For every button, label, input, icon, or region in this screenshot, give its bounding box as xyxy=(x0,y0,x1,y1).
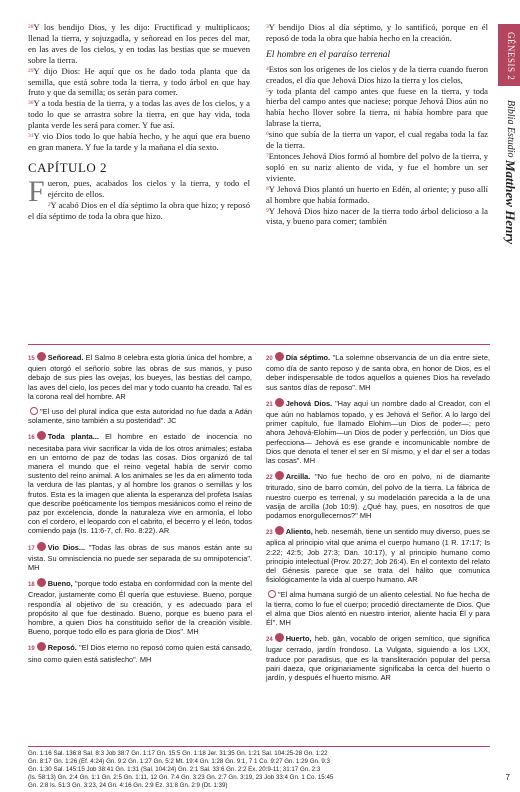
verse-2-5: $^5$y toda planta del campo antes que fuese en la tierra, y toda hierba del campo antes que naciese; porque Jehová Dios aún no había hecho llover sobre la tierra, ni había hombre para que labrase la tierra, xyxy=(266,85,488,129)
cross-references xyxy=(28,746,490,790)
note: 20 Día séptimo. "La solemne observancia de un día entre siete, como día de santo reposo y de santa obra, en honor de Dios, es el deber indispensable de todos aquellos a quienes Dios ha revelado sus santos días de reposo". MH xyxy=(266,353,490,392)
commentary-divider xyxy=(28,344,490,345)
ref-line: (Is. 58:13) Gn. 2:4 Gn. 1:1 Gn. 2:5 Gn. 1:11, 12 Gn. 7:4 Gn. 3:23 Gn. 2:7 Gn. 3:19, 23 Job 33:4 Gn. 1 Co. 15:45 xyxy=(28,774,334,781)
verse-2-2: $^2$Y acabó Dios en el día séptimo la obra que hizo; y reposó el día séptimo de toda la obra que hizo. xyxy=(28,199,250,221)
ref-line: Gn. 8:17 Gn. 1:26 (Ef. 4:24) Gn. 9:2 Gn. 1:27 Gn. 5:2 Mt. 19:4 Gn. 1:28 Gn. 9:1, 7 1 Co. 9:27 Gn. 1:29 Gn. 9:3 xyxy=(28,758,330,765)
commentary-right-column xyxy=(266,352,490,688)
note: 24 Huerto, heb. gān, vocablo de origen semítico, que significa lugar cerrado, jardín frondoso. La Vulgata, siguiendo a los LXX, traduce por paradisus, que es la transliteración popular del persa pairi daeza, que originariamente significaba la cerca del huerto o jardín, y después el huerto mismo. AR xyxy=(266,634,490,683)
verse-2-6: $^6$sino que subía de la tierra un vapor, el cual regaba toda la faz de la tierra. xyxy=(266,129,488,151)
quote-icon xyxy=(268,590,276,598)
note-icon xyxy=(37,542,46,551)
drop-cap: F xyxy=(28,174,45,208)
book-tab-label: GÉNESIS 2 xyxy=(506,32,516,81)
verse-1-31: $^{31}$Y vio Dios todo lo que había hecho, y he aquí que era bueno en gran manera. Y fue la tarde y la mañana el día sexto. xyxy=(28,131,250,152)
note-icon xyxy=(275,526,284,535)
brand-prefix: Biblia Estudio xyxy=(505,100,516,158)
note: "El alma humana surgió de un aliento celestial. No fue hecha de la tierra, como lo fue el cuerpo; procedió directamente de Dios. Que el alma que Dios alentó en nuestro interior, aliente hacia Él y para Él". MH xyxy=(266,590,490,628)
verse-1-29: $^{29}$Y dijo Dios: He aquí que os he dado toda planta que da semilla, que está sobre toda la tierra, y todo árbol en que hay fruto y que da semilla; os serán para comer. xyxy=(28,65,250,98)
note-icon xyxy=(275,352,284,361)
verse-1-30: $^{30}$Y a toda bestia de la tierra, y a todas las aves de los cielos, y a todo lo que se arrastra sobre la tierra, en que hay vida, toda planta verde les será para comer. Y fue así. xyxy=(28,98,250,131)
brand-name: Matthew Henry xyxy=(503,160,518,245)
section-heading: El hombre en el paraíso terrenal xyxy=(266,49,391,60)
page-number: 7 xyxy=(505,773,510,782)
note-icon xyxy=(37,642,46,651)
scripture-left-column xyxy=(28,22,250,221)
commentary xyxy=(28,352,490,742)
quote-icon xyxy=(30,407,38,415)
verse-2-7: $^7$Entonces Jehová Dios formó al hombre del polvo de la tierra, y sopló en su nariz aliento de vida, y fue el hombre un ser viviente. xyxy=(266,150,488,183)
verse-2-3: $^3$Y bendijo Dios al día séptimo, y lo santificó, porque en él reposó de toda la obra que había hecho en la creación. xyxy=(266,22,488,43)
scripture-right-column xyxy=(266,22,488,227)
scripture-text xyxy=(28,22,490,340)
note-icon xyxy=(37,431,46,440)
note-icon xyxy=(275,398,284,407)
note: 16 Toda planta... El hombre en estado de inocencia no necesitaba para vivir sacrificar la vida de los otros animales; estaba en un entorno de paz de todas las cosas. Dios organizó de tal manera el mundo que el reino vegetal había de servir como sustento del reino animal. A los animales se les da en alimento toda la verdura de las plantas, y al hombre los granos o semillas y los frutos. Esta es la imagen que alienta la esperanza del profeta Isaías que describe poéticamente los tiempos mesiánicos como el reino de paz por excelencia, donde la naturaleza vive en armonía, el lobo con el cordero, el leopardo con el cabrito, el becerro y el león, todos comiendo paja (Is. 11:6-7, cf. Ro. 8:22). AR xyxy=(28,432,252,536)
note: 22 Arcilla. "No fue hecho de oro en polvo, ni de diamante triturado, sino de barro común, del polvo de la tierra. La fábrica de nuestro cuerpo es terrenal, y su modelación parecida a la de una vasija de arcilla (Job 10:9). ¿Qué hay, pues, en nosotros de que podamos enorgullecernos?" MH xyxy=(266,472,491,521)
verse-2-8: $^8$Y Jehová Dios plantó un huerto en Edén, al oriente; y puso allí al hombre que había formado. xyxy=(266,183,488,205)
note: 21 Jehová Dios. "Hay aquí un nombre dado al Creador, con el que aún no hablamos topado, y es Jehová el Señor. A lo largo del primer capítulo, fue llamado Elohim—un Dios de poder—; pero ahora Jehová-Elohim—un Dios de poder y perfección, un Dios que perfecciona— Jehová es ese grande e incomunicable nombre de Dios que denota el tener el ser en Sí mismo, y el dar el ser a todas las cosas". MH xyxy=(266,398,490,466)
note-icon xyxy=(37,578,46,587)
verse-1-28: $^{28}$Y los bendijo Dios, y les dijo: Fructificad y multiplicaos; llenad la tierra, y sojuzgadla, y señoread en los peces del mar, en las aves de los cielos, y en todas las bestias que se mueven sobre la tierra. xyxy=(28,22,250,65)
note: 23 Aliento, heb. nesemáh, tiene un sentido muy diverso, pues se aplica al principio vital que anima el cuerpo humano (1 R. 17:17; Is 2:22; 42:5; Job 27:3; Dan. 10:17), y al principio humano como principio intelectual (Prov. 20:27; Job 26:4). En el contexto del relato del Génesis parece que se trata del hálito que comunica fisiológicamente la vida al cuerpo humano. AR xyxy=(266,527,490,585)
note: "El uso del plural indica que esta autoridad no fue dada a Adán solamente, sino también a su posteridad". JC xyxy=(28,407,252,426)
note-icon xyxy=(37,352,46,361)
verse-2-1: Fueron, pues, acabados los cielos y la tierra, y todo el ejército de ellos. xyxy=(28,174,250,208)
ref-line: Gn. 1:16 Sal. 136:8 Sal. 8:3 Job 38:7 Gn. 1:17 Gn. 15:5 Gn. 1:18 Jer. 31:35 Gn. 1:21 Sal. 104:25-28 Gn. 1:22 xyxy=(28,750,328,757)
note: 17 Vio Dios... "Todas las obras de sus manos están ante su vista. Su omnisciencia no puede ser separada de su omnipotencia". MH xyxy=(28,542,252,573)
note-icon xyxy=(275,633,284,642)
chapter-title: CAPÍTULO 2 xyxy=(28,159,108,175)
verse-2-4: $^4$Estos son los orígenes de los cielos y de la tierra cuando fueron creados, el día que Jehová Dios hizo la tierra y los cielos, xyxy=(266,63,488,85)
side-brand xyxy=(502,100,518,244)
note: 15 Señoread. El Salmo 8 celebra esta gloria única del hombre, a quien otorgó el señorío sobre las obras de sus manos, y puso debajo de sus pies las ovejas, los bueyes, las bestias del campo, las aves del cielo, los peces del mar y todo cuanto ha creado. Tal es la corona real del hombre. AR xyxy=(28,353,252,401)
note-icon xyxy=(275,471,284,480)
verse-2-9: $^9$Y Jehová Dios hizo nacer de la tierra todo árbol delicioso a la vista, y bueno para comer; también xyxy=(266,205,488,227)
ref-line: Gn. 1:30 Sal. 145:15 Job 38:41 Gn. 1:31 (Sal. 104:24) Gn. 2:1 Sal. 33:6 Gn. 2:2 Ex. 20:9-11; 31:17 Gn. 2:3 xyxy=(28,766,321,773)
commentary-left-column xyxy=(28,352,252,670)
ref-line: Gn. 2:8 Is. 51:3 Gn. 3:23, 24 Gn. 4:16 Gn. 2:9 Ez. 31:8 Gn. 2:9 (Dt. 1:39) xyxy=(28,782,228,789)
note: 18 Bueno, "porque todo estaba en conformidad con la mente del Creador, justamente como Él quería que estuviese. Bueno, porque respondía al objetivo de su creación, y es adecuado para el propósito al que fue destinado. Bueno, porque es bueno para el hombre, a quien Dios ha constituido señor de la creación visible. Bueno, porque todo ello es para gloria de Dios". MH xyxy=(28,579,252,637)
note: 19 Reposó. "El Dios eterno no reposó como quien está cansado, sino como quien está satisfecho". MH xyxy=(28,643,252,664)
